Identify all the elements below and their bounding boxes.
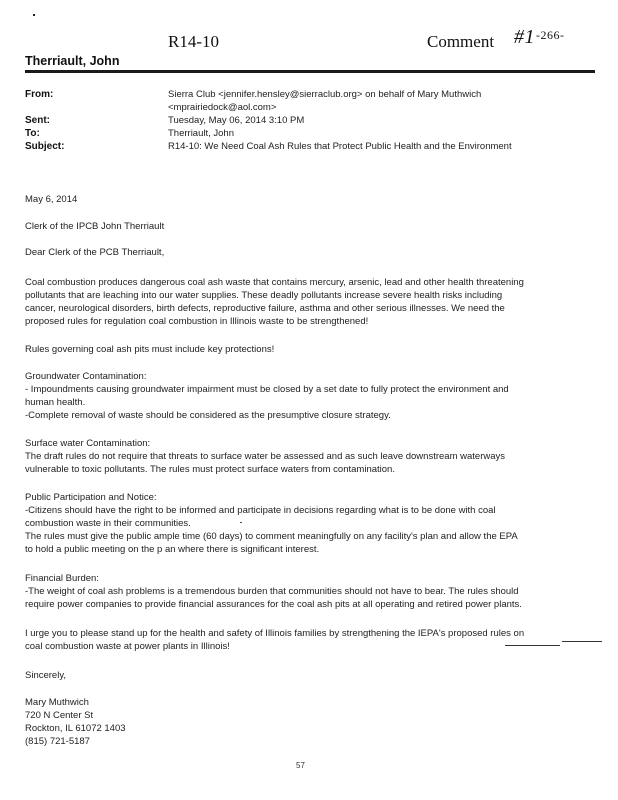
paragraph-line: human health. xyxy=(25,397,86,408)
page-number: 57 xyxy=(296,761,305,770)
paragraph-line: -The weight of coal ash problems is a tremendous burden that communities should not have to bear. The rules should xyxy=(25,586,519,597)
letter-addressee: Clerk of the IPCB John Therriault xyxy=(25,221,165,232)
paragraph-line: pollutants that are leaching into our water supplies. These deadly pollutants increase severe health risks including xyxy=(25,290,503,301)
paragraph-line: The draft rules do not require that threats to surface water be assessed and as such leave downstream waterways xyxy=(25,451,506,462)
closing-paragraph xyxy=(25,627,600,653)
section-heading: Surface water Contamination: xyxy=(25,438,151,449)
from-label: From: xyxy=(25,89,54,100)
to-label: To: xyxy=(25,128,40,139)
signoff: Sincerely, xyxy=(25,670,67,681)
signature-line: Rockton, IL 61072 1403 xyxy=(25,723,126,734)
docket-number: R14-10 xyxy=(168,32,219,51)
section-heading: Financial Burden: xyxy=(25,573,99,584)
signature-block xyxy=(25,696,600,748)
paragraph-line: coal combustion waste at power plants in Illinois! xyxy=(25,641,230,652)
scan-underline xyxy=(505,645,560,646)
comment-sequence: -266- xyxy=(536,28,565,42)
intro-paragraph xyxy=(25,276,600,328)
comment-label: Comment xyxy=(427,32,495,51)
mailbox-owner-name: Therriault, John xyxy=(25,54,120,68)
from-value xyxy=(168,88,588,114)
paragraph-line: -Citizens should have the right to be informed and participate in decisions regarding what is to be done with coal xyxy=(25,505,496,516)
paragraph-line: The rules must give the public ample time (60 days) to comment meaningfully on any facility's plan and allow the EPA xyxy=(25,531,518,542)
public-participation-section xyxy=(25,491,600,556)
sent-label: Sent: xyxy=(25,115,50,126)
scan-speck xyxy=(240,522,242,523)
paragraph-line: cancer, neurological disorders, birth defects, reproductive failure, asthma and other serious illnesses. We need the xyxy=(25,303,505,314)
from-value-line: <mprairiedock@aol.com> xyxy=(168,102,277,113)
paragraph-line: Coal combustion produces dangerous coal ash waste that contains mercury, arsenic, lead and other health threatening xyxy=(25,277,524,288)
paragraph-line: - Impoundments causing groundwater impairment must be closed by a set date to fully protect the environment and xyxy=(25,384,509,395)
subject-label: Subject: xyxy=(25,141,65,152)
letter-salutation: Dear Clerk of the PCB Therriault, xyxy=(25,247,165,258)
paragraph-line: combustion waste in their communities. xyxy=(25,518,191,529)
comment-number-handwritten: #1 xyxy=(514,26,535,48)
paragraph-line: to hold a public meeting on the p an where there is significant interest. xyxy=(25,544,320,555)
paragraph-line: vulnerable to toxic pollutants. The rules must protect surface waters from contamination. xyxy=(25,464,395,475)
paragraph-line: require power companies to provide financial assurances for the coal ash pits at all operating and retired power plants. xyxy=(25,599,522,610)
comment-number xyxy=(514,26,565,49)
financial-burden-section xyxy=(25,572,600,611)
section-heading: Groundwater Contamination: xyxy=(25,371,147,382)
surface-water-section xyxy=(25,437,600,476)
paragraph-line: proposed rules for regulation coal combustion in Illinois waste to be strengthened! xyxy=(25,316,369,327)
signature-line: (815) 721-5187 xyxy=(25,736,90,747)
subject-value: R14-10: We Need Coal Ash Rules that Protect Public Health and the Environment xyxy=(168,141,512,152)
letter-date: May 6, 2014 xyxy=(25,194,78,205)
to-value: Therriault, John xyxy=(168,128,235,139)
signature-line: 720 N Center St xyxy=(25,710,94,721)
scan-underline xyxy=(562,641,602,642)
rules-intro: Rules governing coal ash pits must include key protections! xyxy=(25,344,275,355)
section-heading: Public Participation and Notice: xyxy=(25,492,157,503)
header-divider xyxy=(25,70,595,73)
sent-value: Tuesday, May 06, 2014 3:10 PM xyxy=(168,115,305,126)
groundwater-section xyxy=(25,370,600,422)
from-value-line: Sierra Club <jennifer.hensley@sierraclub.org> on behalf of Mary Muthwich xyxy=(168,89,482,100)
paragraph-line: -Complete removal of waste should be considered as the presumptive closure strategy. xyxy=(25,410,391,421)
paragraph-line: I urge you to please stand up for the health and safety of Illinois families by strengthening the IEPA's proposed rules on xyxy=(25,628,525,639)
scan-mark xyxy=(33,14,35,16)
signature-line: Mary Muthwich xyxy=(25,697,89,708)
